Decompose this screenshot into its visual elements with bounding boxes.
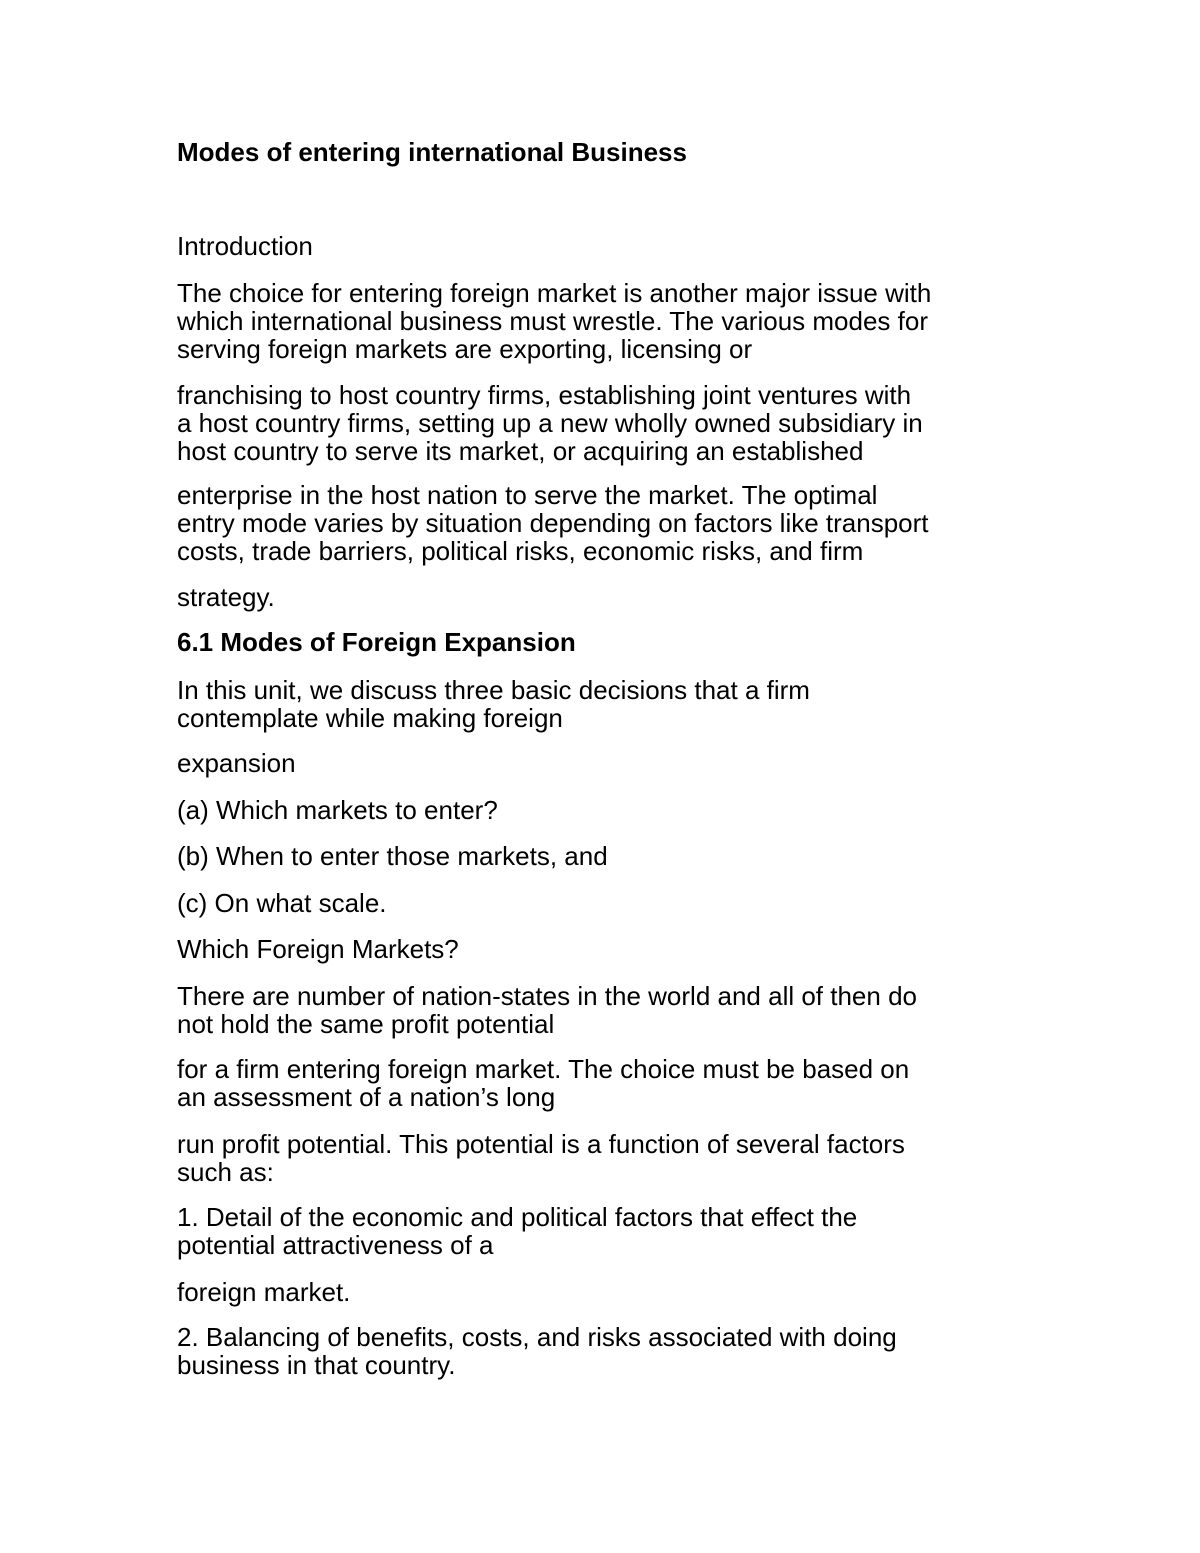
document-title: Modes of entering international Business [177,137,687,167]
text-line: enterprise in the host nation to serve the market. The optimal [177,480,878,510]
section-heading: 6.1 Modes of Foreign Expansion [177,627,576,657]
paragraph-markets-1 [177,982,1057,1038]
text-line: entry mode varies by situation depending on factors like transport [177,508,929,538]
text-line: The choice for entering foreign market is another major issue with [177,278,932,308]
list-item-c: (c) On what scale. [177,888,387,918]
list-item-b: (b) When to enter those markets, and [177,841,608,871]
text-line: host country to serve its market, or acquiring an established [177,436,864,466]
numbered-point-1-continued: foreign market. [177,1277,351,1307]
text-line: There are number of nation-states in the world and all of then do [177,981,917,1011]
text-line: costs, trade barriers, political risks, economic risks, and firm [177,536,864,566]
text-line: contemplate while making foreign [177,703,563,733]
text-line: 2. Balancing of benefits, costs, and risks associated with doing [177,1322,897,1352]
text-line: such as: [177,1157,274,1187]
paragraph-intro-1 [177,279,1057,363]
text-line: which international business must wrestle. The various modes for [177,306,928,336]
list-item-a: (a) Which markets to enter? [177,795,498,825]
text-line: business in that country. [177,1350,456,1380]
text-line: franchising to host country firms, establishing joint ventures with [177,380,912,410]
text-line: 1. Detail of the economic and political factors that effect the [177,1202,858,1232]
paragraph-expansion: expansion [177,748,296,778]
paragraph-markets-2 [177,1055,1057,1111]
paragraph-intro-3 [177,481,1057,565]
paragraph-markets-3 [177,1130,1057,1186]
numbered-point-2 [177,1323,1057,1379]
subheading: Which Foreign Markets? [177,934,459,964]
text-line: not hold the same profit potential [177,1009,555,1039]
text-line: potential attractiveness of a [177,1230,494,1260]
paragraph-intro-4: strategy. [177,582,275,612]
intro-heading: Introduction [177,231,313,261]
text-line: a host country firms, setting up a new wholly owned subsidiary in [177,408,923,438]
text-line: serving foreign markets are exporting, licensing or [177,334,753,364]
text-line: an assessment of a nation’s long [177,1082,556,1112]
paragraph-unit [177,676,1057,732]
text-line: In this unit, we discuss three basic decisions that a firm [177,675,810,705]
numbered-point-1 [177,1203,1057,1259]
text-line: for a firm entering foreign market. The choice must be based on [177,1054,910,1084]
paragraph-intro-2 [177,381,1057,465]
text-line: run profit potential. This potential is a function of several factors [177,1129,905,1159]
